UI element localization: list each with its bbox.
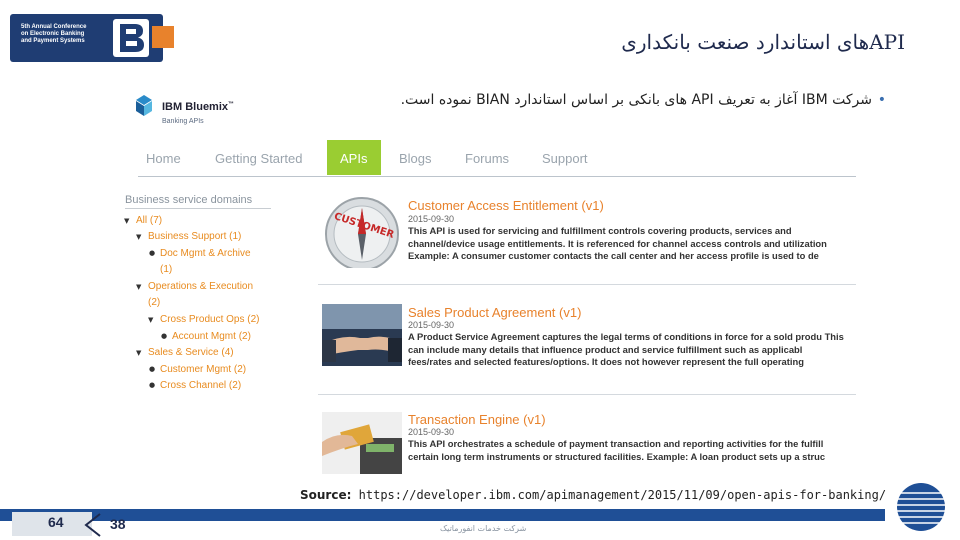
source-citation bbox=[300, 488, 886, 502]
bullet-icon: ● bbox=[149, 381, 156, 389]
customer-compass-image bbox=[322, 190, 402, 268]
card-divider bbox=[318, 284, 856, 285]
tree-heading: Business service domains bbox=[125, 194, 253, 206]
slide-number: 38 bbox=[110, 516, 126, 532]
conference-logo bbox=[10, 14, 163, 62]
b-logo-icon bbox=[113, 19, 149, 57]
source-label: Source: bbox=[300, 488, 352, 502]
caret-down-icon[interactable]: ▼ bbox=[124, 217, 130, 225]
page-number: 64 bbox=[48, 514, 64, 530]
caret-down-icon[interactable]: ▼ bbox=[136, 283, 142, 291]
top-nav bbox=[138, 140, 858, 176]
conference-line-1: 5th Annual Conference bbox=[21, 24, 87, 30]
chevron-left-icon bbox=[80, 512, 104, 538]
orange-accent bbox=[152, 26, 174, 48]
footer-bar bbox=[0, 509, 885, 521]
tree-item[interactable]: Cross Channel (2) bbox=[160, 380, 242, 391]
conference-text bbox=[21, 24, 103, 45]
card-title[interactable]: Transaction Engine (v1) bbox=[408, 412, 546, 427]
bluemix-logo-icon bbox=[132, 94, 156, 118]
tree-item[interactable]: Sales & Service (4) bbox=[148, 347, 234, 358]
globe-logo-icon bbox=[896, 482, 946, 532]
card-title[interactable]: Customer Access Entitlement (v1) bbox=[408, 198, 604, 213]
caret-down-icon[interactable]: ▼ bbox=[136, 349, 142, 357]
brand-name bbox=[162, 101, 234, 113]
conference-line-2: on Electronic Banking bbox=[21, 31, 85, 37]
bullet-icon: ● bbox=[161, 332, 168, 340]
card-description: A Product Service Agreement captures the legal terms of conditions in force for a sold produ This can include many details that influence product and service fulfillment such as applicabl fees/rates and selected features/options. It does not however represent the full operating bbox=[408, 331, 844, 367]
brand-subtitle: Banking APIs bbox=[162, 118, 204, 125]
tree-item[interactable]: Customer Mgmt (2) bbox=[160, 364, 247, 375]
nav-forums[interactable]: Forums bbox=[465, 151, 510, 166]
card-description: This API is used for servicing and fulfillment controls covering products, services and channel/device usage entitlements. It is referenced for channel access controls and utilization Example: A consumer customer contacts the call center and her access profile is used to de bbox=[408, 225, 827, 261]
customer-label: CUSTOMER bbox=[332, 211, 396, 241]
card-payment-image bbox=[322, 412, 402, 474]
tree-item[interactable]: Operations & Execution bbox=[148, 281, 254, 292]
tree-item-count[interactable]: (2) bbox=[148, 297, 161, 308]
card-title[interactable]: Sales Product Agreement (v1) bbox=[408, 305, 582, 320]
bullet-text: شرکت IBM آغاز به تعریف API های بانکی بر اساس استاندارد BIAN نموده است. bbox=[400, 92, 872, 108]
card-date: 2015-09-30 bbox=[408, 214, 455, 224]
tree-item[interactable]: Account Mgmt (2) bbox=[172, 331, 251, 342]
card-divider bbox=[318, 394, 856, 395]
tree-item[interactable]: All (7) bbox=[136, 215, 163, 226]
footer-company: شرکت خدمات انفورماتیک bbox=[440, 524, 527, 533]
nav-apis-label: APIs bbox=[340, 151, 368, 166]
handshake-image bbox=[322, 304, 402, 366]
brand-text: IBM Bluemix bbox=[162, 101, 229, 113]
tree-item[interactable]: Business Support (1) bbox=[148, 231, 242, 242]
bullet-icon: ● bbox=[149, 249, 156, 257]
nav-support[interactable]: Support bbox=[542, 151, 588, 166]
card-date: 2015-09-30 bbox=[408, 320, 455, 330]
trademark: ™ bbox=[228, 101, 235, 108]
bullet-icon: • bbox=[877, 92, 886, 108]
tree-item-count[interactable]: (1) bbox=[160, 264, 173, 275]
nav-home[interactable]: Home bbox=[146, 151, 181, 166]
caret-down-icon[interactable]: ▼ bbox=[148, 316, 154, 324]
nav-divider bbox=[138, 176, 856, 177]
nav-getting-started[interactable]: Getting Started bbox=[215, 151, 303, 166]
tree-heading-underline bbox=[125, 208, 271, 209]
bullet-icon: ● bbox=[149, 365, 156, 373]
caret-down-icon[interactable]: ▼ bbox=[136, 233, 142, 241]
card-date: 2015-09-30 bbox=[408, 427, 455, 437]
conference-line-3: and Payment Systems bbox=[21, 38, 85, 44]
slide-title: API‌های استاندارد صنعت بانکداری bbox=[621, 30, 905, 54]
nav-apis[interactable] bbox=[327, 140, 381, 175]
tree-item[interactable]: Doc Mgmt & Archive bbox=[160, 248, 251, 259]
source-url[interactable]: https://developer.ibm.com/apimanagement/2015/11/09/open-apis-for-banking/ bbox=[358, 488, 887, 502]
tree-item[interactable]: Cross Product Ops (2) bbox=[160, 314, 260, 325]
card-description: This API orchestrates a schedule of payment transaction and reporting activities for the fulfill certain long term instruments or structured facilities. Example: A loan product sets up a struc bbox=[408, 438, 826, 462]
nav-blogs[interactable]: Blogs bbox=[399, 151, 432, 166]
